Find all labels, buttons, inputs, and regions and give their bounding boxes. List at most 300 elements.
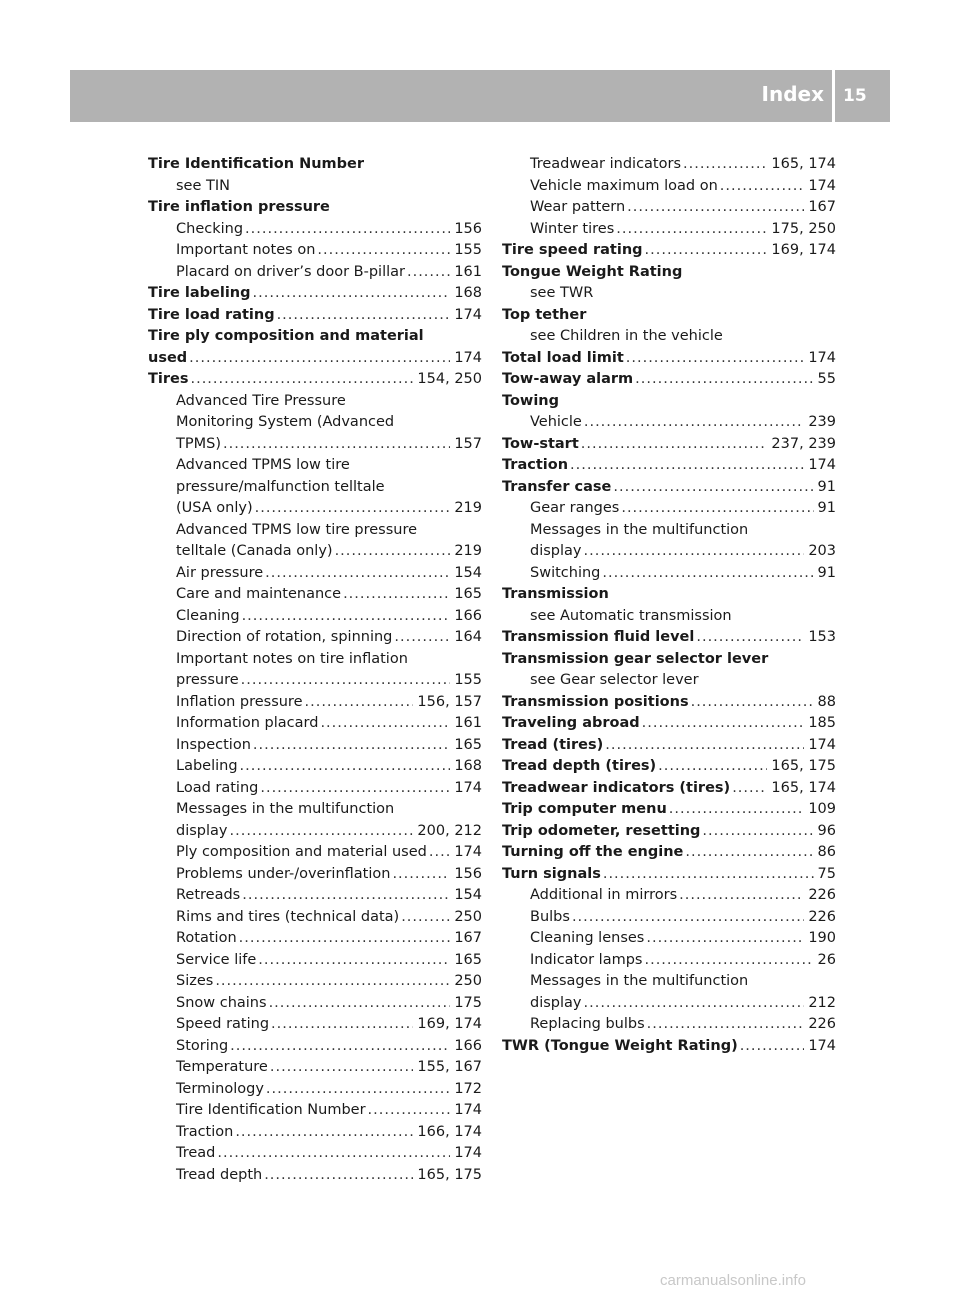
entry-label: Tire speed rating (502, 242, 643, 258)
entry-label: Tire inflation pressure (148, 199, 330, 215)
page-reference[interactable]: 157 (454, 435, 482, 452)
dot-leader (683, 154, 767, 176)
entry-label: Transmission (502, 586, 609, 602)
entry-label: Temperature (176, 1059, 268, 1075)
index-subentry (148, 541, 482, 563)
dot-leader (602, 563, 813, 585)
dot-leader (616, 219, 767, 241)
entry-label: see TIN (176, 177, 230, 194)
index-entry (502, 348, 836, 370)
index-subentry (502, 326, 836, 348)
entry-label: Turning off the engine (502, 844, 684, 860)
entry-label: Tread (176, 1145, 216, 1161)
entry-label: pressure/malfunction telltale (176, 478, 385, 495)
page-reference[interactable]: 174 (454, 779, 482, 796)
entry-label: see Automatic transmission (530, 607, 732, 624)
index-subentry (148, 799, 482, 821)
entry-label: Checking (176, 220, 244, 237)
entry-label: Cleaning (176, 607, 240, 624)
page-reference[interactable]: 219 (454, 500, 482, 516)
page-reference[interactable]: 156 (454, 220, 482, 237)
dot-leader (335, 541, 451, 563)
index-entry (502, 240, 836, 262)
index-subentry (502, 606, 836, 628)
dot-leader (217, 1143, 450, 1165)
watermark: carmanualsonline.info (660, 1272, 806, 1289)
entry-label: Gear ranges (530, 500, 620, 516)
page-reference[interactable]: 165 (454, 736, 482, 753)
index-entry (148, 197, 482, 219)
index-entry (502, 455, 836, 477)
entry-label: Top tether (502, 306, 587, 323)
index-subentry (148, 434, 482, 456)
page-reference[interactable]: 168 (454, 758, 482, 774)
entry-label: see Children in the vehicle (530, 328, 723, 344)
index-subentry (148, 756, 482, 778)
page-reference[interactable]: 250 (454, 973, 482, 989)
page-reference[interactable]: 174 (454, 306, 482, 323)
entry-label: Inflation pressure (176, 693, 303, 710)
index-entry (502, 434, 836, 456)
entry-label: Important notes on tire inflation (176, 650, 408, 667)
index-subentry (148, 649, 482, 671)
entry-label: Rotation (176, 930, 237, 946)
entry-label: Traction (502, 457, 569, 473)
page-reference[interactable]: 239 (808, 414, 836, 430)
entry-label: Tongue Weight Rating (502, 263, 683, 280)
page-reference[interactable]: 169, 174 (417, 1016, 482, 1032)
index-subentry (148, 864, 482, 886)
page-reference[interactable]: 161 (454, 715, 482, 731)
dot-leader (320, 713, 450, 735)
index-subentry (148, 971, 482, 993)
page-reference[interactable]: 165, 175 (771, 758, 836, 774)
page-reference[interactable]: 185 (808, 715, 836, 731)
entry-label: Tire Identification Number (148, 156, 365, 172)
page-reference[interactable]: 161 (454, 263, 482, 280)
index-column-left (148, 154, 482, 1186)
entry-label: Winter tires (530, 220, 615, 237)
index-subentry (148, 1143, 482, 1165)
index-entry (502, 369, 836, 391)
dot-leader (647, 1014, 805, 1036)
dot-leader (605, 735, 804, 757)
page-reference[interactable]: 155 (454, 672, 482, 688)
page-reference[interactable]: 174 (808, 1037, 836, 1054)
index-entry (148, 348, 482, 370)
entry-label: used (148, 349, 188, 366)
index-subentry (148, 455, 482, 477)
entry-label: Trip computer menu (502, 801, 667, 817)
header-divider (832, 70, 835, 122)
entry-label: Replacing bulbs (530, 1016, 645, 1032)
entry-label: Traction (176, 1123, 234, 1140)
index-subentry (148, 821, 482, 843)
dot-leader (230, 1036, 450, 1058)
entry-label: Tire labeling (148, 285, 251, 301)
index-subentry (148, 1165, 482, 1187)
dot-leader (253, 283, 451, 305)
index-subentry (502, 928, 836, 950)
page-reference[interactable]: 174 (454, 349, 482, 366)
index-subentry (502, 197, 836, 219)
index-subentry (148, 885, 482, 907)
dot-leader (265, 563, 450, 585)
index-subentry (148, 412, 482, 434)
dot-leader (702, 821, 813, 843)
index-subentry (148, 391, 482, 413)
dot-leader (239, 928, 451, 950)
entry-label: Placard on driver’s door B-pillar (176, 263, 405, 280)
dot-leader (240, 756, 451, 778)
dot-leader (581, 434, 768, 456)
index-subentry (148, 692, 482, 714)
dot-leader (258, 950, 450, 972)
entry-label: Indicator lamps (530, 951, 643, 968)
dot-leader (584, 541, 805, 563)
index-entry (502, 649, 836, 671)
entry-label: Transmission positions (502, 693, 689, 710)
index-entry (148, 305, 482, 327)
index-subentry (148, 520, 482, 542)
entry-label: Turn signals (502, 865, 601, 882)
dot-leader (230, 821, 414, 843)
index-subentry (148, 1014, 482, 1036)
index-subentry (502, 154, 836, 176)
entry-label: Tow-start (502, 435, 579, 452)
page-reference[interactable]: 166, 174 (417, 1123, 482, 1140)
index-entry (502, 305, 836, 327)
index-entry (502, 584, 836, 606)
page-number: 15 (843, 86, 867, 106)
dot-leader (621, 498, 813, 520)
dot-leader (627, 197, 804, 219)
entry-label: Vehicle maximum load on (530, 177, 718, 194)
page-reference[interactable]: 200, 212 (417, 822, 482, 839)
dot-leader (242, 606, 451, 628)
page-reference[interactable]: 174 (808, 177, 836, 194)
page-reference[interactable]: 86 (817, 844, 836, 860)
dot-leader (266, 1079, 450, 1101)
page-reference[interactable]: 75 (817, 865, 836, 882)
page-reference[interactable]: 190 (808, 930, 836, 946)
index-subentry (148, 606, 482, 628)
dot-leader (368, 1100, 451, 1122)
dot-leader (317, 240, 450, 262)
entry-label: display (176, 822, 228, 839)
entry-label: Trip odometer, resetting (502, 822, 701, 839)
entry-label: Tire Identification Number (176, 1102, 366, 1118)
dot-leader (242, 885, 450, 907)
index-subentry (148, 1036, 482, 1058)
page-reference[interactable]: 96 (817, 822, 836, 839)
page-reference[interactable]: 155 (454, 242, 482, 258)
page-reference[interactable]: 212 (808, 994, 836, 1011)
index-subentry (502, 563, 836, 585)
entry-label: Switching (530, 564, 601, 581)
entry-label: Tire load rating (148, 306, 275, 323)
page-reference[interactable]: 226 (808, 908, 836, 925)
entry-label: see TWR (530, 285, 594, 301)
page-reference[interactable]: 55 (817, 371, 836, 387)
entry-label: Messages in the multifunction (530, 973, 749, 989)
index-subentry (148, 240, 482, 262)
dot-leader (732, 778, 767, 800)
entry-label: Retreads (176, 887, 241, 903)
page-reference[interactable]: 174 (454, 844, 482, 860)
page-reference[interactable]: 165 (454, 586, 482, 602)
index-subentry (148, 498, 482, 520)
index-entry (502, 262, 836, 284)
index-subentry (148, 670, 482, 692)
entry-label: Advanced TPMS low tire (176, 457, 350, 473)
entry-label: Tires (148, 371, 189, 387)
page-reference[interactable]: 109 (808, 801, 836, 817)
dot-leader (255, 498, 451, 520)
page-reference[interactable]: 91 (817, 500, 836, 516)
dot-leader (740, 1036, 805, 1058)
page-reference[interactable]: 226 (808, 887, 836, 903)
index-subentry (148, 1079, 482, 1101)
page-reference[interactable]: 169, 174 (771, 242, 836, 258)
entry-label: Tread depth (tires) (502, 758, 657, 774)
entry-label: Snow chains (176, 994, 267, 1011)
index-subentry (148, 262, 482, 284)
entry-label: Sizes (176, 973, 214, 989)
index-entry (502, 713, 836, 735)
page-reference[interactable]: 155, 167 (417, 1059, 482, 1075)
entry-label: Transmission fluid level (502, 629, 695, 645)
index-entry (148, 154, 482, 176)
dot-leader (603, 864, 814, 886)
dot-leader (572, 907, 804, 929)
dot-leader (241, 670, 451, 692)
index-entry (502, 799, 836, 821)
dot-leader (635, 369, 813, 391)
entry-label: TWR (Tongue Weight Rating) (502, 1037, 738, 1054)
dot-leader (429, 842, 450, 864)
index-subentry (502, 885, 836, 907)
entry-label: Inspection (176, 736, 251, 753)
entry-label: Monitoring System (Advanced (176, 414, 395, 430)
index-subentry (148, 176, 482, 198)
entry-label: Important notes on (176, 242, 316, 258)
entry-label: Rims and tires (technical data) (176, 908, 400, 925)
entry-label: Load rating (176, 779, 259, 796)
page-reference[interactable]: 174 (808, 349, 836, 366)
index-subentry (502, 283, 836, 305)
index-subentry (502, 541, 836, 563)
entry-label: Transmission gear selector lever (502, 650, 769, 667)
dot-leader (584, 993, 805, 1015)
page-reference[interactable]: 156, 157 (417, 693, 482, 710)
page-reference[interactable]: 88 (817, 693, 836, 710)
index-entry (502, 778, 836, 800)
dot-leader (392, 864, 450, 886)
page-reference[interactable]: 165, 174 (771, 156, 836, 172)
entry-label: Total load limit (502, 349, 624, 366)
entry-label: Treadwear indicators (tires) (502, 779, 731, 796)
index-entry (502, 756, 836, 778)
page-reference[interactable]: 154 (454, 564, 482, 581)
index-entry (502, 864, 836, 886)
dot-leader (343, 584, 450, 606)
page-reference[interactable]: 219 (454, 543, 482, 559)
entry-label: Additional in mirrors (530, 887, 678, 903)
entry-label: Storing (176, 1037, 229, 1054)
entry-label: Tread depth (176, 1166, 263, 1183)
entry-label: Tow-away alarm (502, 371, 634, 387)
page-reference[interactable]: 154 (454, 887, 482, 903)
page-reference[interactable]: 165 (454, 951, 482, 968)
index-subentry (148, 1057, 482, 1079)
entry-label: display (530, 543, 582, 559)
entry-label: Advanced Tire Pressure (176, 392, 346, 409)
dot-leader (645, 240, 768, 262)
page-reference[interactable]: 172 (454, 1080, 482, 1097)
page-reference[interactable]: 174 (454, 1102, 482, 1118)
dot-leader (691, 692, 814, 714)
dot-leader (260, 778, 450, 800)
index-entry (148, 369, 482, 391)
page-reference[interactable]: 153 (808, 629, 836, 645)
index-entry (502, 391, 836, 413)
page-reference[interactable]: 164 (454, 629, 482, 645)
entry-label: Messages in the multifunction (176, 801, 395, 817)
entry-label: Tire ply composition and material (148, 328, 424, 344)
entry-label: telltale (Canada only) (176, 543, 333, 559)
page-reference[interactable]: 237, 239 (771, 435, 836, 452)
dot-leader (646, 928, 804, 950)
page-reference[interactable]: 166 (454, 1037, 482, 1054)
index-subentry (502, 1014, 836, 1036)
entry-label: Ply composition and material used (176, 844, 427, 860)
page-reference[interactable]: 226 (808, 1016, 836, 1032)
page-title: Index (761, 82, 824, 106)
dot-leader (626, 348, 805, 370)
dot-leader (679, 885, 804, 907)
page-reference[interactable]: 174 (454, 1145, 482, 1161)
page-reference[interactable]: 174 (808, 457, 836, 473)
entry-label: Transfer case (502, 478, 612, 495)
entry-label: pressure (176, 672, 239, 688)
index-entry (502, 692, 836, 714)
dot-leader (190, 369, 413, 391)
dot-leader (644, 950, 813, 972)
page-reference[interactable]: 91 (817, 564, 836, 581)
dot-leader (264, 1165, 413, 1187)
index-subentry (502, 971, 836, 993)
dot-leader (407, 262, 450, 284)
dot-leader (245, 219, 450, 241)
index-entry (148, 283, 482, 305)
entry-label: Advanced TPMS low tire pressure (176, 521, 418, 538)
index-entry (502, 821, 836, 843)
index-subentry (148, 219, 482, 241)
entry-label: Speed rating (176, 1016, 270, 1032)
index-subentry (502, 950, 836, 972)
page-reference[interactable]: 203 (808, 543, 836, 559)
entry-label: TPMS) (176, 435, 221, 452)
index-column-right (502, 154, 836, 1057)
entry-label: Service life (176, 951, 257, 968)
dot-leader (720, 176, 805, 198)
index-subentry (502, 670, 836, 692)
entry-label: Vehicle (530, 414, 582, 430)
entry-label: Treadwear indicators (530, 156, 681, 172)
dot-leader (271, 1014, 413, 1036)
page-reference[interactable]: 167 (808, 199, 836, 215)
dot-leader (669, 799, 805, 821)
page-reference[interactable]: 91 (817, 478, 836, 495)
dot-leader (658, 756, 767, 778)
page-reference[interactable]: 26 (817, 951, 836, 968)
page-reference[interactable]: 154, 250 (417, 371, 482, 387)
index-subentry (148, 1122, 482, 1144)
page-reference[interactable]: 165, 174 (771, 779, 836, 796)
dot-leader (305, 692, 414, 714)
entry-label: Bulbs (530, 908, 570, 925)
page-reference[interactable]: 174 (808, 736, 836, 753)
index-subentry (148, 842, 482, 864)
entry-label: Terminology (176, 1080, 264, 1097)
page-reference[interactable]: 175 (454, 994, 482, 1011)
index-entry (502, 842, 836, 864)
page-reference[interactable]: 166 (454, 607, 482, 624)
index-subentry (148, 563, 482, 585)
dot-leader (269, 993, 451, 1015)
entry-label: Cleaning lenses (530, 930, 645, 946)
entry-label: Towing (502, 392, 559, 409)
index-entry (502, 735, 836, 757)
entry-label: Tread (tires) (502, 736, 604, 753)
index-entry (148, 326, 482, 348)
entry-label: (USA only) (176, 500, 253, 516)
dot-leader (253, 735, 450, 757)
page-reference[interactable]: 156 (454, 865, 482, 882)
index-subentry (148, 907, 482, 929)
index-entry (502, 477, 836, 499)
dot-leader (613, 477, 813, 499)
index-subentry (148, 928, 482, 950)
page-reference[interactable]: 175, 250 (771, 220, 836, 237)
index-subentry (502, 219, 836, 241)
dot-leader (270, 1057, 414, 1079)
dot-leader (223, 434, 450, 456)
dot-leader (215, 971, 450, 993)
entry-label: Information placard (176, 715, 319, 731)
entry-label: Air pressure (176, 564, 264, 581)
page-reference[interactable]: 168 (454, 285, 482, 301)
entry-label: Traveling abroad (502, 715, 640, 731)
page-reference[interactable]: 165, 175 (417, 1166, 482, 1183)
dot-leader (189, 348, 450, 370)
entry-label: Care and maintenance (176, 586, 342, 602)
entry-label: Direction of rotation, spinning (176, 629, 393, 645)
index-subentry (148, 713, 482, 735)
entry-label: Labeling (176, 758, 238, 774)
dot-leader (394, 627, 450, 649)
page-reference[interactable]: 167 (454, 930, 482, 946)
entry-label: see Gear selector lever (530, 672, 699, 688)
dot-leader (685, 842, 813, 864)
page-reference[interactable]: 250 (454, 908, 482, 925)
dot-leader (235, 1122, 413, 1144)
index-subentry (148, 584, 482, 606)
index-subentry (148, 735, 482, 757)
dot-leader (696, 627, 804, 649)
dot-leader (642, 713, 805, 735)
